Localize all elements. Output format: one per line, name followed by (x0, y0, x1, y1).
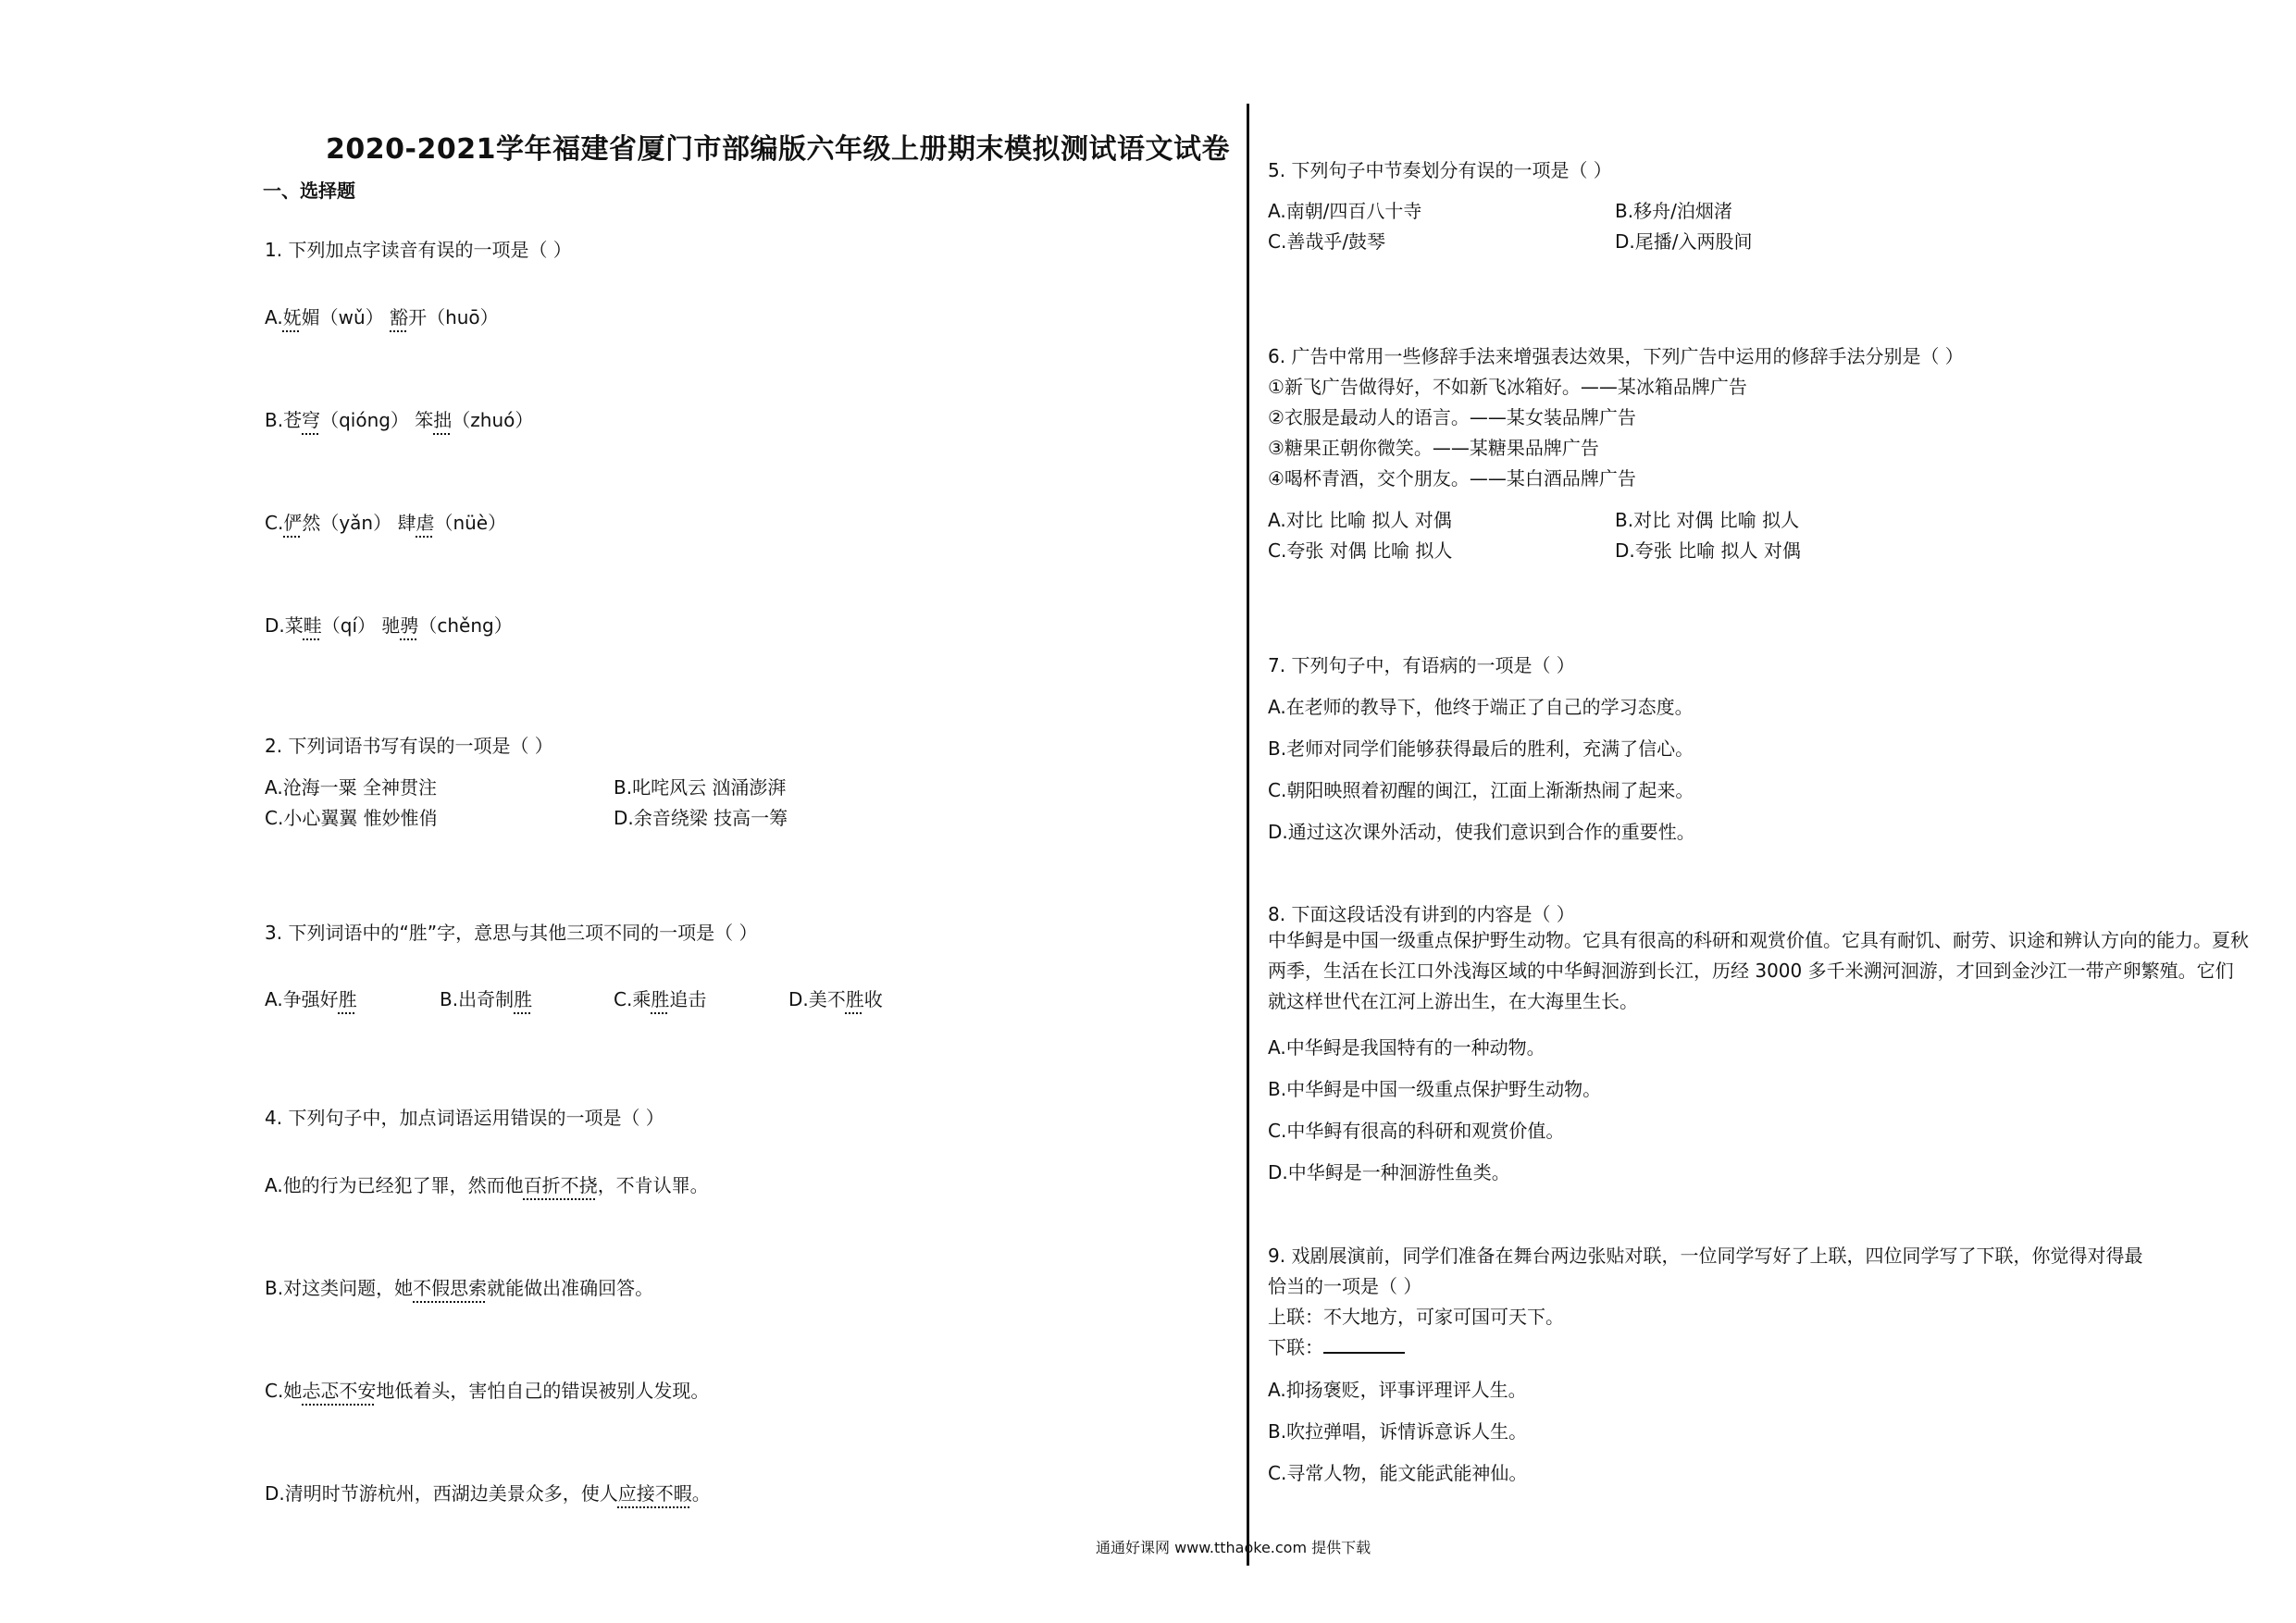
question-7-stem: 7. 下列句子中，有语病的一项是（ ） (1268, 654, 1575, 676)
question-6-line-3: ③糖果正朝你微笑。——某糖果品牌广告 (1268, 437, 1599, 459)
dotted-char: 畦 (303, 614, 322, 637)
question-5-stem: 5. 下列句子中节奏划分有误的一项是（ ） (1268, 159, 1612, 181)
answer-blank (1323, 1333, 1405, 1354)
dotted-char: 豁 (390, 306, 409, 328)
question-4-stem: 4. 下列句子中，加点词语运用错误的一项是（ ） (265, 1107, 664, 1129)
question-3-option-b: B.出奇制胜 (440, 988, 533, 1010)
dotted-char: 拙 (433, 409, 453, 431)
question-7-option-c: C.朝阳映照着初醒的闽江，江面上渐渐热闹了起来。 (1268, 779, 1694, 801)
question-1-stem: 1. 下列加点字读音有误的一项是（ ） (265, 239, 572, 261)
question-3-stem: 3. 下列词语中的“胜”字，意思与其他三项不同的一项是（ ） (265, 922, 758, 944)
question-6-option-b: B.对比 对偶 比喻 拟人 (1615, 509, 1800, 531)
question-9-lower-couplet: 下联： (1268, 1332, 1405, 1359)
question-4-option-d: D.清明时节游杭州，西湖边美景众多，使人应接不暇。 (265, 1482, 711, 1505)
question-6-stem: 6. 广告中常用一些修辞手法来增强表达效果，下列广告中运用的修辞手法分别是（ ） (1268, 345, 1964, 367)
question-3-option-a: A.争强好胜 (265, 988, 357, 1010)
question-9-option-a: A.抑扬褒贬，评事评理评人生。 (1268, 1379, 1527, 1401)
dotted-char: 俨 (283, 512, 303, 534)
question-8-option-a: A.中华鲟是我国特有的一种动物。 (1268, 1036, 1545, 1059)
question-8-option-c: C.中华鲟有很高的科研和观赏价值。 (1268, 1120, 1565, 1142)
question-8-passage: 中华鲟是中国一级重点保护野生动物。它具有很高的科研和观赏价值。它具有耐饥、耐劳、识途和辨认方向的能力。夏秋两季，生活在长江口外浅海区域的中华鲟洄游到长江，历经 3000 多千米溯河洄游，才回到金沙江一带产卵繁殖。它们就这样世代在江河上游出生，在大海里生长。 (1268, 929, 2249, 1012)
question-6-line-4: ④喝杯青酒，交个朋友。——某白酒品牌广告 (1268, 467, 1636, 489)
question-7-option-a: A.在老师的教导下，他终于端正了自己的学习态度。 (1268, 696, 1694, 718)
question-7-option-b: B.老师对同学们能够获得最后的胜利，充满了信心。 (1268, 737, 1694, 760)
page-footer: 通通好课网 www.tthaoke.com 提供下载 (1096, 1539, 1371, 1556)
question-3-option-c: C.乘胜追击 (614, 988, 707, 1010)
question-9-stem-line-2: 恰当的一项是（ ） (1268, 1275, 1422, 1297)
question-5-option-b: B.移舟/泊烟渚 (1615, 200, 1732, 222)
section-heading: 一、选择题 (263, 180, 355, 202)
question-1-option-b: B.苍穹（qióng） 笨拙（zhuó） (265, 409, 534, 431)
question-5-option-a: A.南朝/四百八十寺 (1268, 200, 1422, 222)
question-1-option-a: A.妩媚（wǔ） 豁开（huō） (265, 306, 499, 328)
dotted-char: 穹 (302, 409, 321, 431)
question-2-option-c: C.小心翼翼 惟妙惟俏 (265, 807, 438, 829)
dotted-char: 妩 (282, 306, 302, 328)
question-1-option-d: D.菜畦（qí） 驰骋（chěng） (265, 614, 513, 637)
question-6-option-c: C.夸张 对偶 比喻 拟人 (1268, 539, 1453, 562)
question-6-option-a: A.对比 比喻 拟人 对偶 (1268, 509, 1452, 531)
question-3-option-d: D.美不胜收 (788, 988, 883, 1010)
question-9-option-c: C.寻常人物，能文能武能神仙。 (1268, 1462, 1528, 1484)
question-4-option-a: A.他的行为已经犯了罪，然而他百折不挠，不肯认罪。 (265, 1174, 709, 1196)
question-1-option-c: C.俨然（yǎn） 肆虐（nüè） (265, 512, 507, 534)
question-8-option-b: B.中华鲟是中国一级重点保护野生动物。 (1268, 1078, 1602, 1100)
question-2-option-a: A.沧海一粟 全神贯注 (265, 776, 438, 799)
question-5-option-c: C.善哉乎/鼓琴 (1268, 230, 1386, 253)
question-2-option-b: B.叱咤风云 汹涌澎湃 (614, 776, 787, 799)
question-5-option-d: D.尾播/入两股间 (1615, 230, 1753, 253)
question-4-option-b: B.对这类问题，她不假思索就能做出准确回答。 (265, 1277, 654, 1299)
question-6-option-d: D.夸张 比喻 拟人 对偶 (1615, 539, 1801, 562)
question-2-stem: 2. 下列词语书写有误的一项是（ ） (265, 735, 553, 757)
question-9-upper-couplet: 上联：不大地方，可家可国可天下。 (1268, 1306, 1564, 1328)
page-title: 2020-2021学年福建省厦门市部编版六年级上册期末模拟测试语文试卷 (326, 133, 1230, 166)
question-9-stem-line-1: 9. 戏剧展演前，同学们准备在舞台两边张贴对联，一位同学写好了上联，四位同学写了下联，你觉得对得最 (1268, 1245, 2143, 1267)
question-8-stem: 8. 下面这段话没有讲到的内容是（ ） (1268, 903, 1575, 925)
question-9-option-b: B.吹拉弹唱，诉情诉意诉人生。 (1268, 1420, 1528, 1443)
column-divider (1247, 104, 1249, 1566)
question-8-option-d: D.中华鲟是一种洄游性鱼类。 (1268, 1161, 1510, 1183)
question-2-option-d: D.余音绕梁 技高一筹 (614, 807, 788, 829)
question-6-line-1: ①新飞广告做得好，不如新飞冰箱好。——某冰箱品牌广告 (1268, 376, 1747, 398)
question-4-option-c: C.她忐忑不安地低着头，害怕自己的错误被别人发现。 (265, 1380, 710, 1402)
dotted-char: 虐 (416, 512, 435, 534)
dotted-char: 骋 (400, 614, 419, 637)
question-7-option-d: D.通过这次课外活动，使我们意识到合作的重要性。 (1268, 821, 1695, 843)
question-6-line-2: ②衣服是最动人的语言。——某女装品牌广告 (1268, 406, 1636, 428)
